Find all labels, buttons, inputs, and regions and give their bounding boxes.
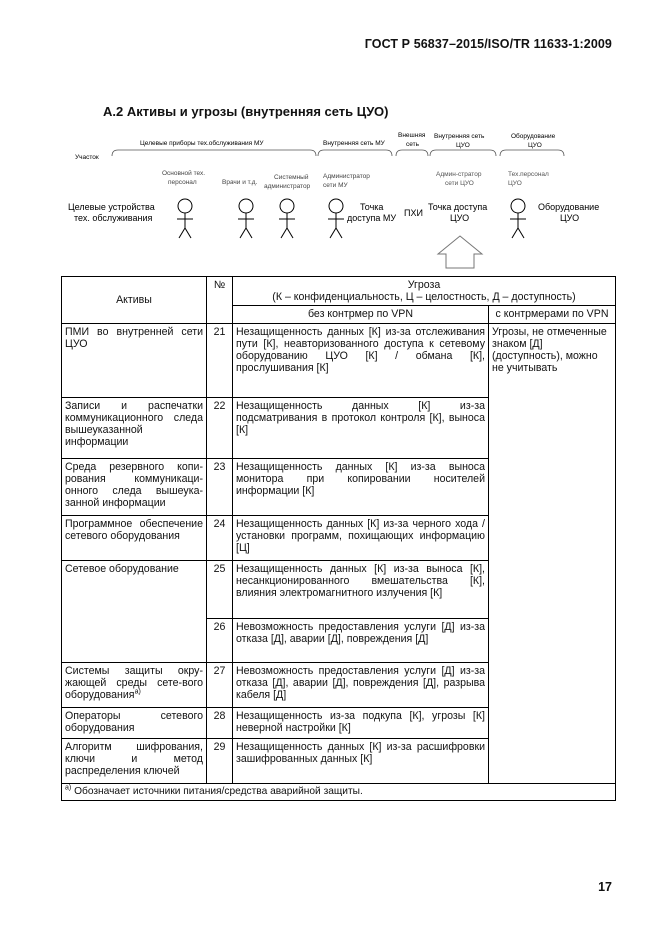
node-equipment-2: ЦУО — [560, 213, 580, 223]
header-threat-legend: (К – конфиденциальность, Ц – целостность, Д – доступность) — [272, 291, 576, 304]
header-assets: Активы — [62, 277, 207, 324]
threat-cell: Невозможность предоставления услуги [Д] из-за отказа [Д], аварии [Д], повреждения [Д], разрыва кабеля [Д] — [233, 662, 489, 707]
footnote-cell — [62, 783, 616, 800]
actor-admin-mu-2: сети МУ — [323, 182, 348, 189]
brace-internal-mu — [318, 150, 392, 156]
asset-cell: Операторы сетевого оборудования — [62, 707, 207, 738]
zone-external-1: Внешняя — [398, 132, 426, 139]
header-with-vpn: с контрмерами по VPN — [489, 306, 616, 323]
header-num: № — [207, 277, 233, 324]
threat-cell: Невозможность предоставления услуги [Д] из-за отказа [Д], аварии [Д], повреждения [Д] — [233, 618, 489, 662]
asset-text: Системы защиты окру-жающей среды сете-вого оборудования — [65, 664, 203, 702]
person-tech-staff-icon — [510, 199, 526, 238]
num-cell: 26 — [207, 618, 233, 662]
brace-internal-tsuo — [430, 150, 496, 156]
threat-cell: Незащищенность данных [К] из-за отслеживания пути [К], неавторизованного доступа к сетевому оборудованию ЦУО [К] / обмана [К], прослушивания [К] — [233, 323, 489, 397]
num-cell: 24 — [207, 515, 233, 560]
brace-external — [396, 150, 428, 156]
page-number: 17 — [598, 880, 612, 894]
node-access-mu-2: доступа МУ — [347, 213, 397, 223]
header-without-vpn: без контрмер по VPN — [233, 306, 489, 323]
asset-cell: Сетевое оборудование — [62, 560, 207, 662]
num-cell: 21 — [207, 323, 233, 397]
actor-admin-mu-1: Администратор — [323, 173, 370, 180]
zone-equip-tsuo-1: Оборудование — [511, 133, 556, 140]
node-access-mu-1: Точка — [360, 202, 384, 212]
actor-sysadmin-2: администратор — [264, 183, 311, 190]
zone-equip-tsuo-2: ЦУО — [528, 142, 542, 149]
footnote-row — [62, 783, 616, 800]
zone-internal-tsuo-1: Внутренняя сеть — [434, 133, 485, 140]
node-pxi: ПХИ — [404, 208, 423, 218]
node-access-tsuo-2: ЦУО — [450, 213, 470, 223]
house-shape — [438, 236, 482, 268]
asset-cell: Алгоритм шифрования, ключи и метод распределения ключей — [62, 738, 207, 783]
actor-sysadmin-1: Системный — [274, 174, 309, 181]
asset-cell: Записи и распечатки коммуникационного следа вышеуказанной информации — [62, 397, 207, 458]
threat-cell: Незащищенность данных [К] из-за расшифровки зашифрованных данных [К] — [233, 738, 489, 783]
brace-equip-tsuo — [500, 150, 564, 156]
num-cell: 25 — [207, 560, 233, 618]
node-target-2: тех. обслуживания — [74, 213, 153, 223]
asset-cell: ПМИ во внутренней сети ЦУО — [62, 323, 207, 397]
document-header: ГОСТ Р 56837–2015/ISO/TR 11633-1:2009 — [364, 37, 612, 51]
person-doctor-icon — [238, 199, 254, 238]
threat-cell: Незащищенность данных [К] из-за черного хода / установки программ, похищающих информацию [Ц] — [233, 515, 489, 560]
node-equipment-1: Оборудование — [538, 202, 600, 212]
actor-main-staff-2: персонал — [168, 179, 197, 186]
actor-doctor: Врачи и т.д. — [222, 179, 258, 186]
person-main-staff-icon — [177, 199, 193, 238]
zone-internal-mu: Внутренняя сеть МУ — [323, 140, 385, 147]
header-threat-title: Угроза — [407, 279, 441, 291]
zone-internal-tsuo-2: ЦУО — [456, 142, 470, 149]
person-sysadmin-icon — [279, 199, 295, 238]
actor-admin-tsuo-1: Админ-стратор — [436, 171, 482, 178]
header-threat — [233, 277, 616, 306]
brace-target — [112, 150, 316, 156]
actor-main-staff-1: Основной тех. — [162, 170, 206, 177]
network-diagram — [60, 128, 620, 278]
asset-footnote-mark: а) — [134, 688, 141, 696]
assets-threats-table — [61, 276, 616, 801]
num-cell: 29 — [207, 738, 233, 783]
person-admin-mu-icon — [328, 199, 344, 238]
actor-tech-staff-2: ЦУО — [508, 180, 522, 187]
footnote-mark: а) — [65, 784, 72, 792]
threat-cell: Незащищенность данных [К] из-за подсматривания в протокол контроля [К], выноса [К] — [233, 397, 489, 458]
num-cell: 22 — [207, 397, 233, 458]
section-title: А.2 Активы и угрозы (внутренняя сеть ЦУО) — [103, 104, 389, 119]
asset-cell: Среда резервного копи-рования коммуникаци-онного следа вышеука-занной информации — [62, 458, 207, 515]
num-cell: 27 — [207, 662, 233, 707]
asset-cell: Программное обеспечение сетевого оборудования — [62, 515, 207, 560]
node-access-tsuo-1: Точка доступа — [428, 202, 488, 212]
node-target-1: Целевые устройства — [68, 202, 155, 212]
zone-external-2: сеть — [406, 141, 420, 148]
table-row — [62, 323, 616, 397]
zone-target-devices: Целевые приборы тех.обслуживания МУ — [140, 140, 264, 147]
num-cell: 28 — [207, 707, 233, 738]
footnote-text: Обозначает источники питания/средства аварийной защиты. — [71, 785, 363, 797]
vpn-note-cell: Угрозы, не отмеченные знаком [Д] (доступность), можно не учитывать — [489, 323, 616, 783]
actor-tech-staff-1: Тех.персонал — [508, 171, 549, 178]
threat-cell: Незащищенность данных [К] из-за выноса [К], несанкционированного вмешательства [К], влияния электромагнитного излучения [К] — [233, 560, 489, 618]
actor-admin-tsuo-2: сети ЦУО — [445, 180, 474, 187]
asset-cell — [62, 662, 207, 707]
threat-cell: Незащищенность из-за подкупа [К], угрозы [К] неверной настройки [К] — [233, 707, 489, 738]
zone-site: Участок — [75, 154, 99, 161]
threat-cell: Незащищенность данных [К] из-за выноса монитора при копировании носителей информации [К] — [233, 458, 489, 515]
num-cell: 23 — [207, 458, 233, 515]
